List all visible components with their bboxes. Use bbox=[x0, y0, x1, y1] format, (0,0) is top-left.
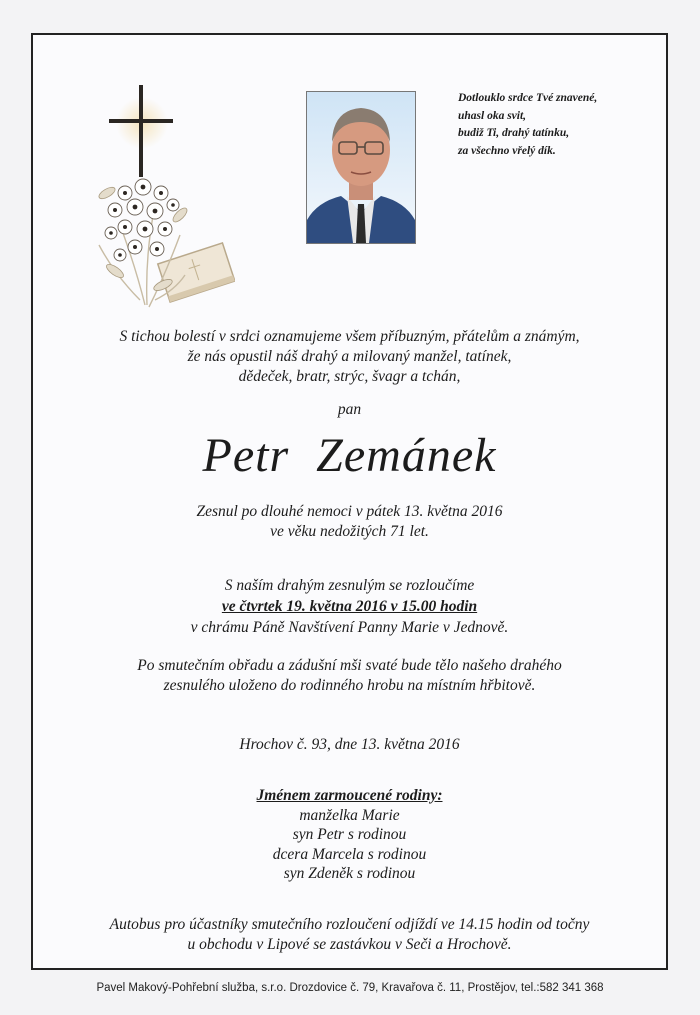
farewell-date-time: ve čtvrtek 19. května 2016 v 15.00 hodin bbox=[221, 598, 478, 615]
verse-line: Dotlouklo srdce Tvé znavené, bbox=[458, 92, 598, 104]
farewell-info bbox=[31, 575, 668, 638]
family-list bbox=[31, 786, 668, 884]
burial-info bbox=[31, 656, 668, 696]
family-member: syn Petr s rodinou bbox=[292, 826, 407, 843]
family-member: manželka Marie bbox=[299, 806, 400, 824]
intro-line: S tichou bolestí v srdci oznamujeme všem příbuzným, přátelům a známým, bbox=[119, 328, 580, 345]
memorial-verse bbox=[458, 90, 658, 160]
burial-line: zesnulého uloženo do rodinného hrobu na místním hřbitově. bbox=[163, 677, 536, 694]
deceased-name-text: Petr Zemánek bbox=[202, 429, 497, 482]
bus-line: Autobus pro účastníky smutečního rozloučení odjíždí ve 14.15 hodin od točny bbox=[109, 916, 590, 933]
announcement-intro bbox=[31, 327, 668, 387]
family-heading: Jménem zarmoucené rodiny: bbox=[256, 787, 443, 804]
portrait-photo bbox=[306, 91, 416, 244]
deceased-name bbox=[31, 428, 668, 483]
death-line: ve věku nedožitých 71 let. bbox=[270, 523, 429, 540]
verse-line: uhasl oka svit, bbox=[458, 109, 527, 122]
bus-line: u obchodu v Lipové se zastávkou v Seči a Hrochově. bbox=[187, 936, 512, 953]
intro-line: dědeček, bratr, strýc, švagr a tchán, bbox=[238, 368, 461, 385]
verse-line: za všechno vřelý dík. bbox=[458, 144, 556, 157]
funeral-service-footer: Pavel Makový-Pohřební služba, s.r.o. Drozdovice č. 79, Kravařova č. 11, Prostějov, tel.:582 341 368 bbox=[96, 982, 604, 994]
burial-line: Po smutečním obřadu a zádušní mši svaté bude tělo našeho drahého bbox=[137, 657, 562, 674]
farewell-location: v chrámu Páně Navštívení Panny Marie v Jednově. bbox=[190, 619, 509, 636]
portrait-image bbox=[307, 92, 415, 243]
verse-line: budiž Ti, drahý tatínku, bbox=[458, 127, 570, 139]
family-member: syn Zdeněk s rodinou bbox=[283, 865, 416, 882]
bus-note bbox=[31, 915, 668, 955]
death-line: Zesnul po dlouhé nemoci v pátek 13. května 2016 bbox=[196, 503, 503, 520]
place-date: Hrochov č. 93, dne 13. května 2016 bbox=[239, 736, 460, 753]
intro-line: že nás opustil náš drahý a milovaný manžel, tatínek, bbox=[187, 348, 512, 365]
salutation: pan bbox=[337, 401, 362, 418]
farewell-line: S naším drahým zesnulým se rozloučíme bbox=[224, 577, 475, 594]
family-member: dcera Marcela s rodinou bbox=[272, 845, 427, 863]
death-details bbox=[31, 502, 668, 542]
cross-flowers-ornament bbox=[85, 75, 235, 315]
